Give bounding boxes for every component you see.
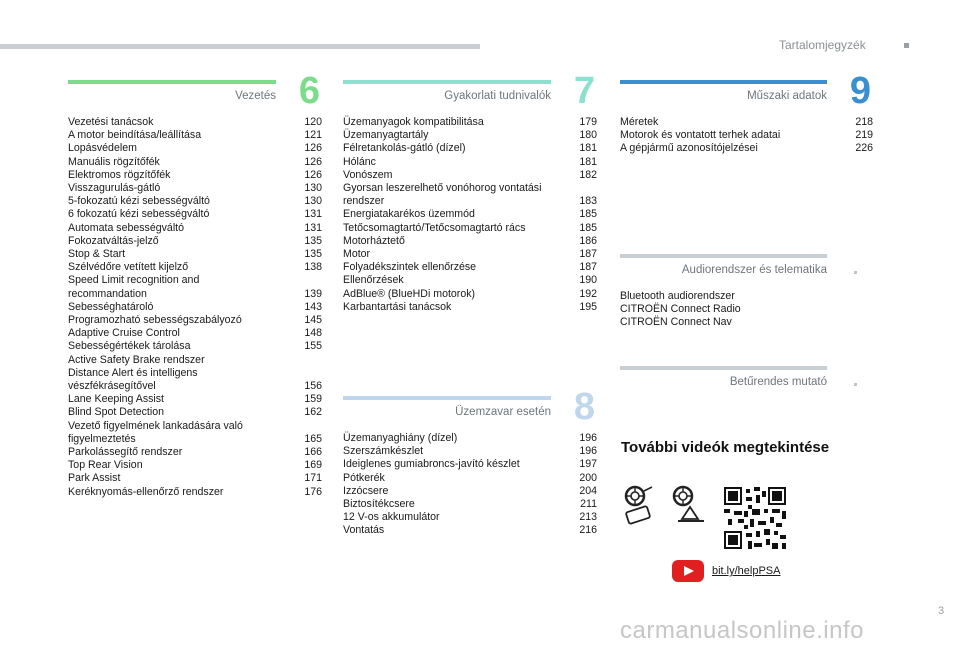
qr-code[interactable] xyxy=(724,487,786,549)
toc-entry-page: 182 xyxy=(579,168,597,181)
toc-entry-title: Vezető figyelmének lankadására való figyelmeztetés xyxy=(68,419,243,445)
toc-entry-page: 126 xyxy=(304,155,322,168)
toc-entry-title: 6 fokozatú kézi sebességváltó xyxy=(68,208,210,221)
toc-entry[interactable] xyxy=(68,142,322,155)
toc-list xyxy=(620,116,873,156)
toc-entry-title: Vonószem xyxy=(343,168,393,181)
toc-entry-title: Blind Spot Detection xyxy=(68,406,164,419)
toc-entry[interactable] xyxy=(68,340,322,353)
toc-entry-page: 121 xyxy=(304,129,322,142)
toc-entry-page: 143 xyxy=(304,300,322,313)
toc-entry-page: 196 xyxy=(579,445,597,458)
toc-entry-page: 180 xyxy=(579,129,597,142)
toc-entry[interactable] xyxy=(68,116,322,129)
section-title: Audiorendszer és telematika xyxy=(681,264,827,276)
toc-entry-title: Szélvédőre vetített kijelző xyxy=(68,261,189,274)
toc-entry-page: 169 xyxy=(304,459,322,472)
toc-entry[interactable] xyxy=(343,301,597,314)
toc-entry-title: Gyorsan leszerelhető vonóhorog vontatási rendszer xyxy=(343,182,542,208)
toc-entry-page: 126 xyxy=(304,142,322,155)
section-line xyxy=(620,366,827,370)
toc-entry-title: Keréknyomás-ellenőrző rendszer xyxy=(68,485,224,498)
toc-entry[interactable] xyxy=(68,486,322,499)
toc-entry[interactable] xyxy=(620,116,873,129)
toc-entry-title: Lopásvédelem xyxy=(68,142,137,155)
toc-entry-title: Pótkerék xyxy=(343,471,385,484)
section-number: 8 xyxy=(573,386,595,428)
toc-entry-title: Üzemanyaghiány (dízel) xyxy=(343,432,458,444)
toc-entry-page: 187 xyxy=(579,248,597,261)
toc-entry[interactable] xyxy=(68,354,322,394)
toc-entry-page: 148 xyxy=(304,327,322,340)
toc-entry[interactable] xyxy=(343,485,597,498)
toc-entry-title: Üzemanyagtartály xyxy=(343,129,429,142)
toc-entry-title: Motorháztető xyxy=(343,234,405,247)
toc-entry[interactable] xyxy=(620,129,873,142)
toc-entry-title: Programozható sebességszabályozó xyxy=(68,314,242,327)
toc-entry-title: Parkolássegítő rendszer xyxy=(68,446,183,459)
section-line xyxy=(620,254,827,258)
toc-list xyxy=(343,432,597,538)
toc-entry-title: Motor xyxy=(343,248,371,261)
toc-entry-page: 159 xyxy=(304,393,322,406)
toc-entry-page: 204 xyxy=(579,484,597,497)
toc-entry[interactable] xyxy=(343,116,597,129)
toc-entry-title: Active Safety Brake rendszer Distance Alert és intelligens vészfékrásegítővel xyxy=(68,353,205,393)
toc-entry-title: A gépjármű azonosítójelzései xyxy=(620,142,758,155)
toc-entry[interactable] xyxy=(343,274,597,287)
section-line xyxy=(343,396,551,400)
toc-entry[interactable] xyxy=(343,156,597,169)
toc-entry-title: Méretek xyxy=(620,116,659,128)
toc-entry-title: Stop & Start xyxy=(68,248,126,261)
section-line xyxy=(620,80,827,84)
toc-entry[interactable] xyxy=(620,142,873,155)
toc-entry-title: AdBlue® (BlueHDi motorok) xyxy=(343,287,476,300)
toc-entry[interactable] xyxy=(68,406,322,419)
section-line xyxy=(343,80,551,84)
toc-entry[interactable] xyxy=(343,524,597,537)
toc-entry-title: Speed Limit recognition and recommandation xyxy=(68,274,200,300)
toc-entry[interactable] xyxy=(68,446,322,459)
toc-entry-page: 219 xyxy=(855,129,873,142)
toc-entry-title: Top Rear Vision xyxy=(68,459,143,472)
toc-entry[interactable] xyxy=(620,303,873,316)
toc-entry[interactable] xyxy=(68,472,322,485)
toc-entry-page: 190 xyxy=(579,274,597,287)
toc-entry-title: 12 V-os akkumulátor xyxy=(343,511,440,524)
toc-entry[interactable] xyxy=(343,222,597,235)
toc-entry[interactable] xyxy=(68,182,322,195)
section-title: Betűrendes mutató xyxy=(729,376,827,388)
toc-entry-page: 135 xyxy=(304,234,322,247)
toc-entry[interactable] xyxy=(343,261,597,274)
toc-entry-page: 162 xyxy=(304,406,322,419)
toc-entry-page: 126 xyxy=(304,168,322,181)
toc-entry-title: 5-fokozatú kézi sebességváltó xyxy=(68,195,210,208)
section-title: Üzemzavar esetén xyxy=(455,406,551,418)
toc-entry-title: Elektromos rögzítőfék xyxy=(68,168,171,181)
toc-entry[interactable] xyxy=(68,261,322,274)
toc-entry-page: 195 xyxy=(579,300,597,313)
toc-entry[interactable] xyxy=(343,208,597,221)
toc-entry-title: Ellenőrzések xyxy=(343,274,404,287)
toc-entry-title: Manuális rögzítőfék xyxy=(68,155,160,168)
toc-entry-title: Folyadékszintek ellenőrzése xyxy=(343,261,477,274)
toc-entry-page: 138 xyxy=(304,261,322,274)
toc-entry[interactable] xyxy=(343,248,597,261)
toc-entry-page: 181 xyxy=(579,155,597,168)
section-dot xyxy=(854,383,857,386)
toc-entry-title: Sebességhatároló xyxy=(68,300,154,313)
section-vezetes xyxy=(68,70,322,499)
toc-entry-title: Energiatakarékos üzemmód xyxy=(343,208,475,221)
toc-entry-page: 120 xyxy=(304,116,322,128)
toc-entry[interactable] xyxy=(343,129,597,142)
toc-entry-title: Biztosítékcsere xyxy=(343,498,415,511)
toc-entry-title: CITROËN Connect Radio xyxy=(620,303,741,316)
section-number: 6 xyxy=(298,70,320,112)
toc-entry[interactable] xyxy=(620,316,873,329)
toc-entry[interactable] xyxy=(68,208,322,221)
toc-entry[interactable] xyxy=(68,301,322,314)
toc-entry-title: Adaptive Cruise Control xyxy=(68,327,180,340)
toc-entry-page: 197 xyxy=(579,458,597,471)
toc-entry-page: 216 xyxy=(579,524,597,537)
toc-entry-page: 156 xyxy=(304,380,322,393)
toc-entry-title: Szerszámkészlet xyxy=(343,445,424,458)
toc-entry-title: Üzemanyagok kompatibilitása xyxy=(343,116,484,128)
toc-entry[interactable] xyxy=(68,459,322,472)
section-uzemzavar xyxy=(343,386,597,538)
toc-entry[interactable] xyxy=(620,290,873,303)
toc-entry-title: Félretankolás-gátló (dízel) xyxy=(343,142,466,155)
toc-entry-page: 131 xyxy=(304,221,322,234)
toc-entry[interactable] xyxy=(68,393,322,406)
toc-entry-title: Park Assist xyxy=(68,472,121,485)
section-number: 7 xyxy=(573,70,595,112)
toc-entry[interactable] xyxy=(343,142,597,155)
toc-entry-title: Lane Keeping Assist xyxy=(68,393,165,406)
header-dot xyxy=(904,43,909,48)
section-muszaki xyxy=(620,70,873,156)
toc-entry-page: 155 xyxy=(304,340,322,353)
toc-entry-title: Bluetooth audiorendszer xyxy=(620,290,735,302)
toc-entry-title: Visszagurulás-gátló xyxy=(68,182,161,195)
watermark: carmanualsonline.info xyxy=(620,617,864,644)
toc-entry[interactable] xyxy=(343,498,597,511)
toc-entry[interactable] xyxy=(68,129,322,142)
toc-entry-page: 181 xyxy=(579,142,597,155)
toc-entry-page: 200 xyxy=(579,471,597,484)
toc-entry[interactable] xyxy=(343,472,597,485)
toc-entry-page: 196 xyxy=(579,432,597,444)
videos-title: További videók megtekintése xyxy=(621,439,830,456)
section-number: 9 xyxy=(849,70,871,112)
toc-entry[interactable] xyxy=(68,195,322,208)
toc-list xyxy=(68,116,322,499)
toc-entry-title: CITROËN Connect Nav xyxy=(620,316,732,329)
section-audio xyxy=(620,254,873,330)
section-title: Gyakorlati tudnivalók xyxy=(444,90,551,102)
toc-entry[interactable] xyxy=(343,288,597,301)
toc-entry-title: Vontatás xyxy=(343,524,385,537)
toc-entry[interactable] xyxy=(68,235,322,248)
toc-entry-title: Fokozatváltás-jelző xyxy=(68,234,159,247)
toc-entry[interactable] xyxy=(68,327,322,340)
toc-entry-page: 171 xyxy=(304,472,322,485)
toc-entry-page: 187 xyxy=(579,261,597,274)
toc-entry-title: Hólánc xyxy=(343,155,376,168)
toc-entry[interactable] xyxy=(68,274,322,300)
toc-entry[interactable] xyxy=(68,156,322,169)
help-link[interactable]: bit.ly/helpPSA xyxy=(712,565,781,577)
toc-entry[interactable] xyxy=(343,445,597,458)
toc-entry-page: 135 xyxy=(304,248,322,261)
toc-entry-page: 130 xyxy=(304,195,322,208)
toc-entry-page: 176 xyxy=(304,485,322,498)
toc-list xyxy=(620,290,873,330)
header-bar xyxy=(0,44,480,49)
toc-entry[interactable] xyxy=(343,511,597,524)
toc-entry-page: 139 xyxy=(304,287,322,300)
toc-entry-page: 179 xyxy=(579,116,597,128)
toc-entry[interactable] xyxy=(68,222,322,235)
toc-entry-title: A motor beindítása/leállítása xyxy=(68,129,202,142)
toc-entry[interactable] xyxy=(68,314,322,327)
toc-entry-page: 130 xyxy=(304,182,322,195)
toc-entry[interactable] xyxy=(343,169,597,182)
toc-entry-page: 218 xyxy=(855,116,873,128)
page-header-title: Tartalomjegyzék xyxy=(779,38,866,52)
toc-entry-title: Sebességértékek tárolása xyxy=(68,340,191,353)
toc-entry-title: Karbantartási tanácsok xyxy=(343,300,452,313)
toc-entry-title: Izzócsere xyxy=(343,484,389,497)
spare-wheel-icon xyxy=(670,485,710,525)
toc-entry[interactable] xyxy=(343,432,597,445)
toc-entry-page: 213 xyxy=(579,511,597,524)
toc-entry-page: 185 xyxy=(579,208,597,221)
toc-entry-title: Vezetési tanácsok xyxy=(68,116,154,128)
section-line xyxy=(68,80,276,84)
youtube-icon[interactable] xyxy=(672,560,704,582)
toc-entry-page: 192 xyxy=(579,287,597,300)
toc-entry[interactable] xyxy=(343,458,597,471)
toc-entry-title: Motorok és vontatott terhek adatai xyxy=(620,129,781,142)
toc-entry[interactable] xyxy=(68,420,322,446)
section-betu xyxy=(620,366,873,402)
toc-list xyxy=(343,116,597,314)
section-title: Műszaki adatok xyxy=(747,90,827,102)
toc-entry[interactable] xyxy=(343,182,597,208)
toc-entry-page: 145 xyxy=(304,314,322,327)
toc-entry-title: Ideiglenes gumiabroncs-javító készlet xyxy=(343,458,520,471)
toc-entry-page: 165 xyxy=(304,432,322,445)
section-dot xyxy=(854,271,857,274)
toc-entry[interactable] xyxy=(68,169,322,182)
page-number: 3 xyxy=(938,605,945,617)
toc-entry-page: 186 xyxy=(579,234,597,247)
toc-entry-title: Tetőcsomagtartó/Tetőcsomagtartó rács xyxy=(343,221,526,234)
toc-entry[interactable] xyxy=(343,235,597,248)
toc-entry-page: 211 xyxy=(580,498,597,511)
tyre-repair-kit-icon xyxy=(622,485,658,525)
toc-entry-page: 185 xyxy=(579,221,597,234)
toc-entry-page: 226 xyxy=(855,142,873,155)
toc-entry-page: 131 xyxy=(304,208,322,221)
toc-entry[interactable] xyxy=(68,248,322,261)
toc-entry-page: 183 xyxy=(579,195,597,208)
section-title: Vezetés xyxy=(235,90,276,102)
toc-entry-title: Automata sebességváltó xyxy=(68,221,185,234)
toc-entry-page: 166 xyxy=(304,446,322,459)
section-gyakorlati xyxy=(343,70,597,314)
